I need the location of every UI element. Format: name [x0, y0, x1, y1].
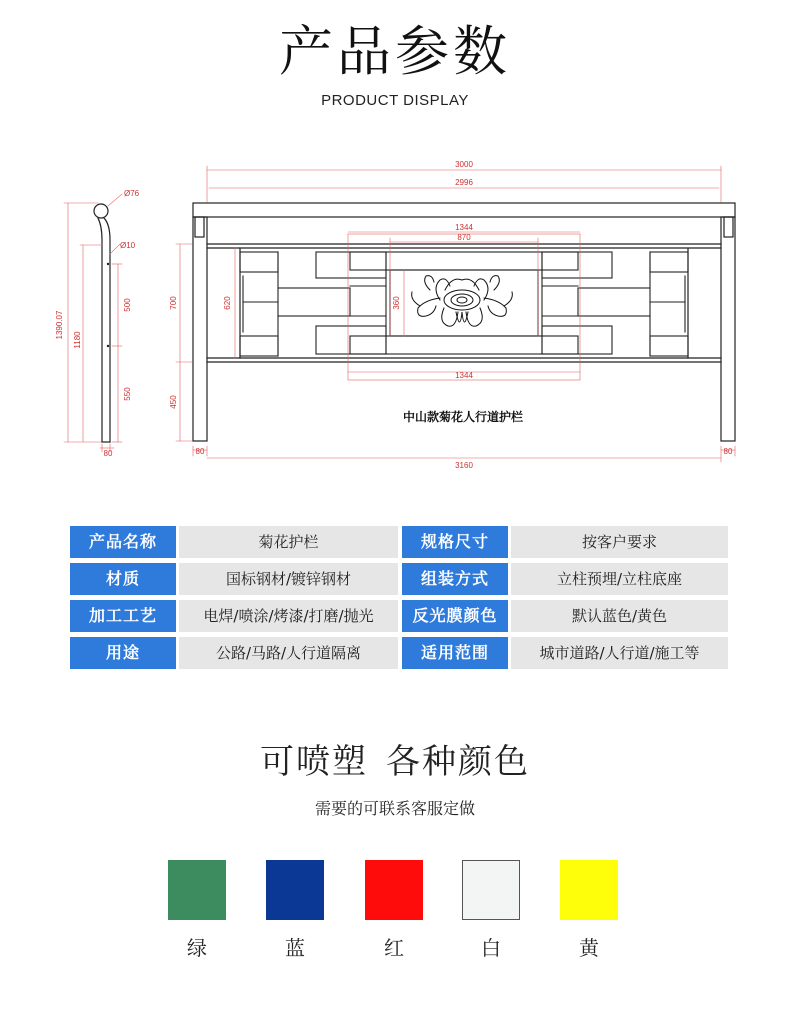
spec-label: 用途 [70, 637, 176, 669]
spec-label: 加工工艺 [70, 600, 176, 632]
right-lattice [542, 252, 688, 356]
colors-heading [0, 734, 790, 783]
swatch-label-white: 白 [481, 936, 501, 960]
swatch-label-green: 绿 [187, 936, 207, 960]
dim-left-post-80: 80 [195, 447, 205, 456]
spec-row [70, 600, 728, 632]
dim-rail-2996: 2996 [455, 178, 473, 187]
spec-value: 国标钢材/镀锌钢材 [179, 563, 398, 595]
dim-post-base-width: 80 [103, 449, 113, 458]
swatch-yellow [560, 860, 618, 920]
dim-post-diameter: Ø76 [124, 189, 140, 198]
dim-center-360: 360 [392, 296, 401, 310]
chrysanthemum-icon [412, 276, 513, 327]
dim-post-1180: 1180 [73, 331, 82, 349]
spec-row [70, 563, 728, 595]
guardrail-drawing [0, 150, 790, 470]
spec-label: 组装方式 [402, 563, 508, 595]
page-title: 产品参数 [279, 20, 511, 83]
dim-total-3160: 3160 [455, 461, 473, 470]
spec-value: 城市道路/人行道/施工等 [511, 637, 728, 669]
spec-label: 材质 [70, 563, 176, 595]
colors-heading-a: 可喷塑 [260, 742, 368, 782]
dim-ground-450: 450 [169, 395, 178, 409]
spec-label: 适用范围 [402, 637, 508, 669]
swatch-label-yellow: 黄 [579, 936, 599, 960]
spec-value: 公路/马路/人行道隔离 [179, 637, 398, 669]
spec-value: 默认蓝色/黄色 [511, 600, 728, 632]
post-bend [98, 218, 110, 442]
left-post [193, 217, 207, 441]
dim-rail-3000: 3000 [455, 160, 473, 169]
spec-value: 立柱预埋/立柱底座 [511, 563, 728, 595]
page-subtitle: PRODUCT DISPLAY [321, 92, 469, 109]
spec-label: 反光膜颜色 [402, 600, 508, 632]
dim-post-550: 550 [123, 387, 132, 401]
spec-label: 产品名称 [70, 526, 176, 558]
colors-heading-b: 各种颜色 [386, 742, 530, 782]
dim-center-1344-top: 1344 [455, 223, 473, 232]
dim-center-1344-bottom: 1344 [455, 371, 473, 380]
right-post [721, 217, 735, 441]
spec-value: 电焊/喷涂/烤漆/打磨/抛光 [179, 600, 398, 632]
dim-post-total-height: 1390.07 [55, 310, 64, 340]
spec-value: 按客户要求 [511, 526, 728, 558]
left-lattice [240, 252, 386, 356]
dim-right-post-80: 80 [723, 447, 733, 456]
dim-center-870: 870 [457, 233, 471, 242]
dim-post-500: 500 [123, 298, 132, 312]
colors-note: 需要的可联系客服定做 [314, 799, 475, 818]
swatch-green [168, 860, 226, 920]
swatch-red [365, 860, 423, 920]
post-cap [94, 204, 108, 218]
spec-row [70, 526, 728, 558]
swatch-blue [266, 860, 324, 920]
dim-hole-diameter: Ø10 [120, 241, 136, 250]
post-side-view [94, 204, 110, 442]
swatch-white [462, 860, 520, 920]
spec-row [70, 637, 728, 669]
swatch-label-blue: 蓝 [285, 936, 305, 960]
top-rail [193, 203, 735, 217]
dim-panel-620: 620 [223, 296, 232, 310]
product-label: 中山款菊花人行道护栏 [402, 410, 524, 424]
spec-label: 规格尺寸 [402, 526, 508, 558]
dim-panel-700: 700 [169, 296, 178, 310]
spec-value: 菊花护栏 [179, 526, 398, 558]
swatch-label-red: 红 [384, 936, 404, 960]
